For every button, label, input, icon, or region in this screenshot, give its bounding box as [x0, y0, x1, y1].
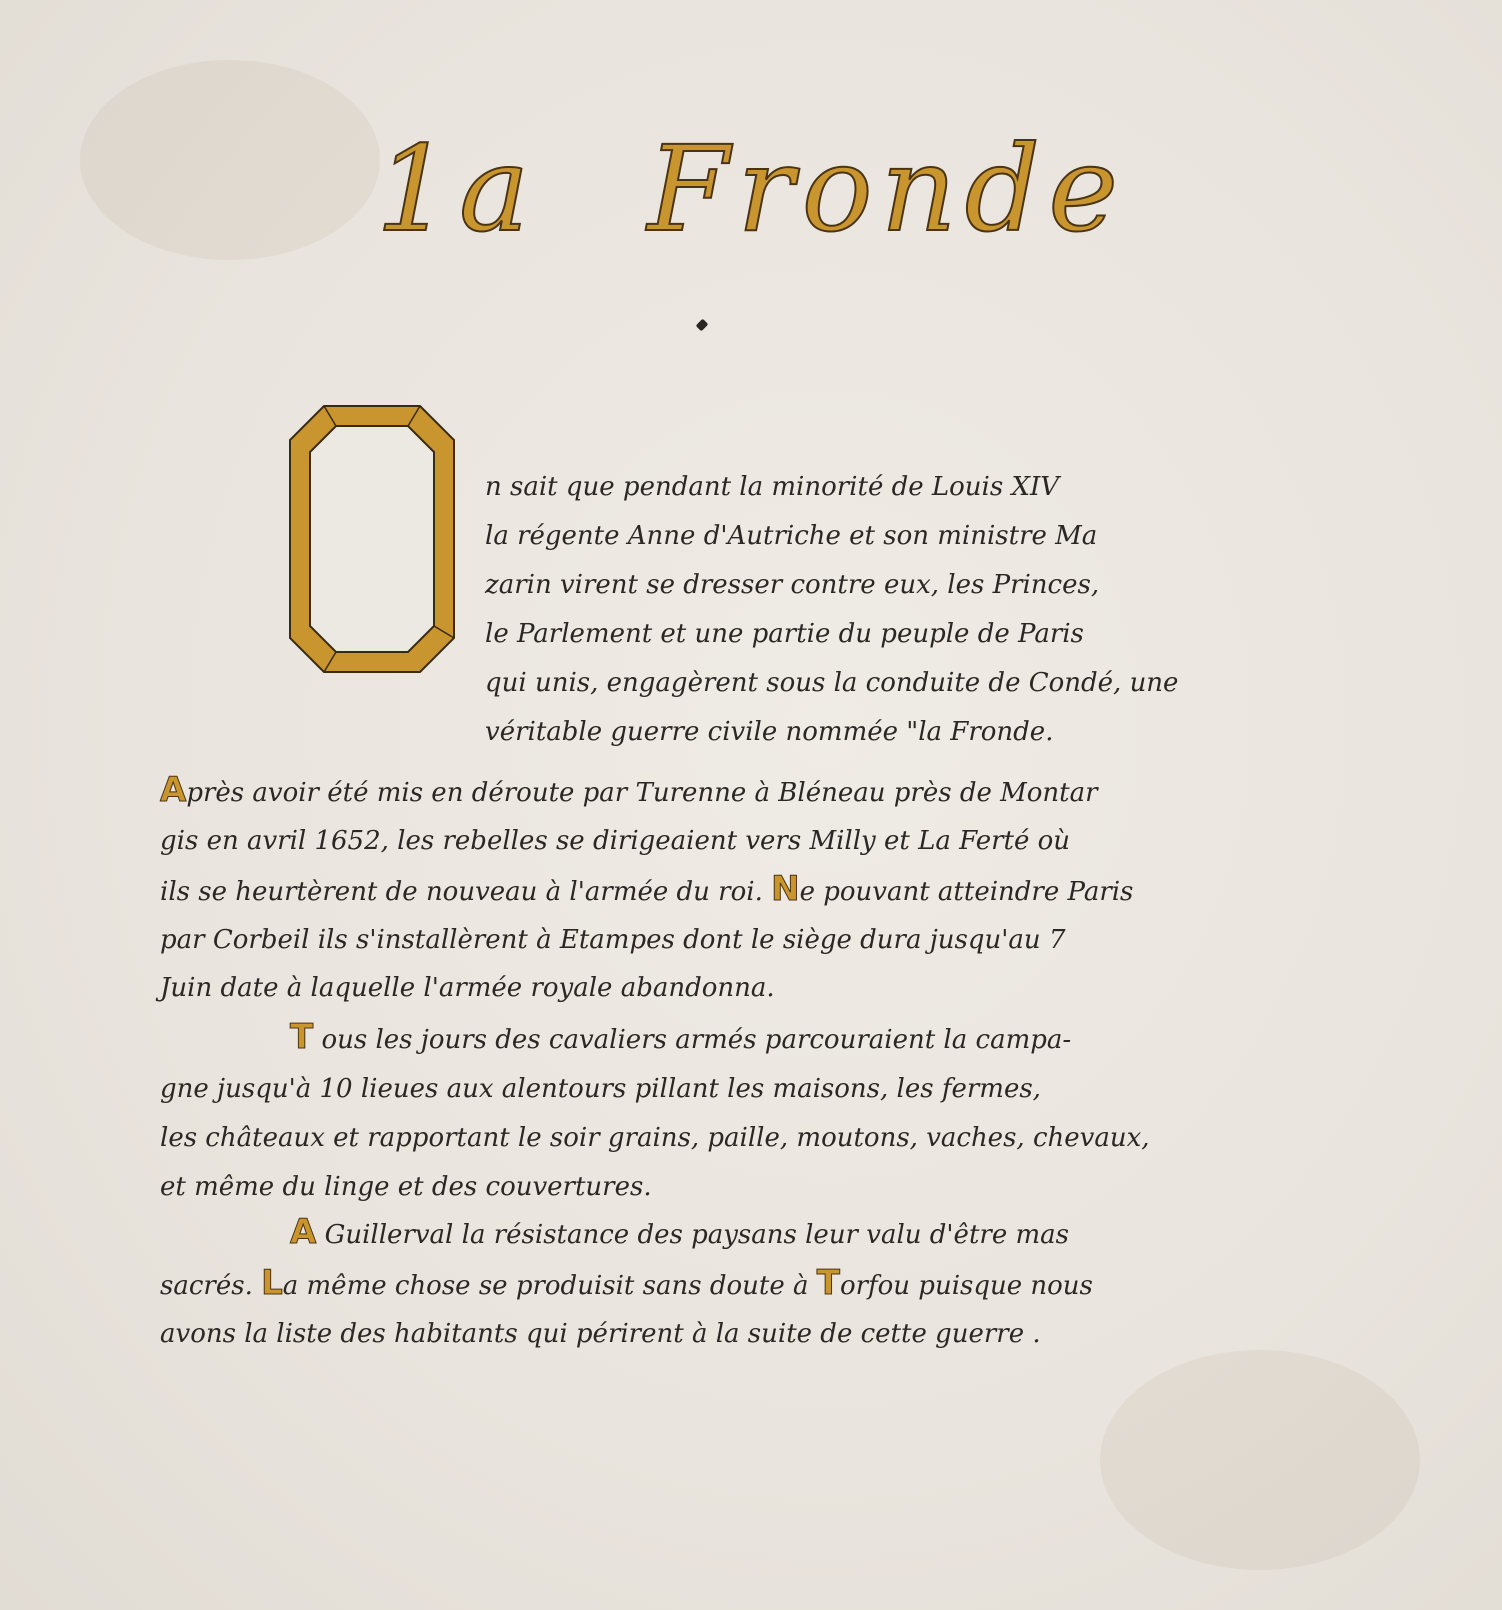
text-line: le Parlement et une partie du peuple de Paris: [485, 619, 1084, 649]
illuminated-initial: T: [816, 1263, 840, 1303]
text-line: [160, 865, 1260, 916]
ornament-dot: [696, 319, 709, 332]
text-fragment: près avoir été mis en déroute par Turenne à Bléneau près de Montar: [186, 778, 1098, 808]
paragraph-3: [160, 1013, 1260, 1212]
text-fragment: e pouvant atteindre Paris: [799, 877, 1134, 907]
paragraph-1: [485, 463, 1275, 757]
text-line: n sait que pendant la minorité de Louis XIV: [485, 472, 1060, 502]
text-line: [160, 766, 1260, 817]
illuminated-initial: N: [771, 869, 800, 909]
dropcap-letter-o: [286, 400, 458, 678]
text-line: par Corbeil ils s'installèrent à Etampes dont le siège dura jusqu'au 7: [160, 925, 1066, 955]
illuminated-initial: L: [261, 1263, 283, 1303]
title-word-2: Fronde: [647, 120, 1127, 258]
text-fragment: orfou puisque nous: [839, 1271, 1093, 1301]
text-line: [160, 1259, 1260, 1310]
text-line: avons la liste des habitants qui périrent à la suite de cette guerre .: [160, 1319, 1041, 1349]
text-fragment: ils se heurtèrent de nouveau à l'armée du roi.: [160, 877, 763, 907]
text-line: et même du linge et des couvertures.: [160, 1172, 652, 1202]
text-fragment: ous les jours des cavaliers armés parcouraient la campa-: [321, 1025, 1072, 1055]
illuminated-initial: A: [160, 770, 187, 810]
text-fragment: a même chose se produisit sans doute à: [282, 1271, 809, 1301]
text-line: zarin virent se dresser contre eux, les Princes,: [485, 570, 1100, 600]
page-title: [0, 120, 1502, 258]
text-line: qui unis, engagèrent sous la conduite de Condé, une: [485, 668, 1179, 698]
illuminated-initial: T: [290, 1017, 314, 1057]
text-line: Juin date à laquelle l'armée royale abandonna.: [160, 973, 775, 1003]
paragraph-2: [160, 766, 1260, 1012]
text-line: véritable guerre civile nommée "la Fronde.: [485, 717, 1054, 747]
text-line: les châteaux et rapportant le soir grains, paille, moutons, vaches, chevaux,: [160, 1123, 1150, 1153]
illuminated-initial: A: [290, 1212, 317, 1252]
text-line: [160, 1013, 1260, 1065]
paragraph-4: [160, 1208, 1260, 1358]
text-fragment: sacrés.: [160, 1271, 253, 1301]
text-line: la régente Anne d'Autriche et son ministre Ma: [485, 521, 1098, 551]
text-line: gis en avril 1652, les rebelles se dirigeaient vers Milly et La Ferté où: [160, 826, 1071, 856]
text-line: [160, 1208, 1260, 1259]
text-line: gne jusqu'à 10 lieues aux alentours pillant les maisons, les fermes,: [160, 1074, 1041, 1104]
paper-stain: [1100, 1350, 1420, 1570]
title-word-1: 1a: [375, 120, 538, 258]
text-fragment: Guillerval la résistance des paysans leur valu d'être mas: [324, 1220, 1069, 1250]
